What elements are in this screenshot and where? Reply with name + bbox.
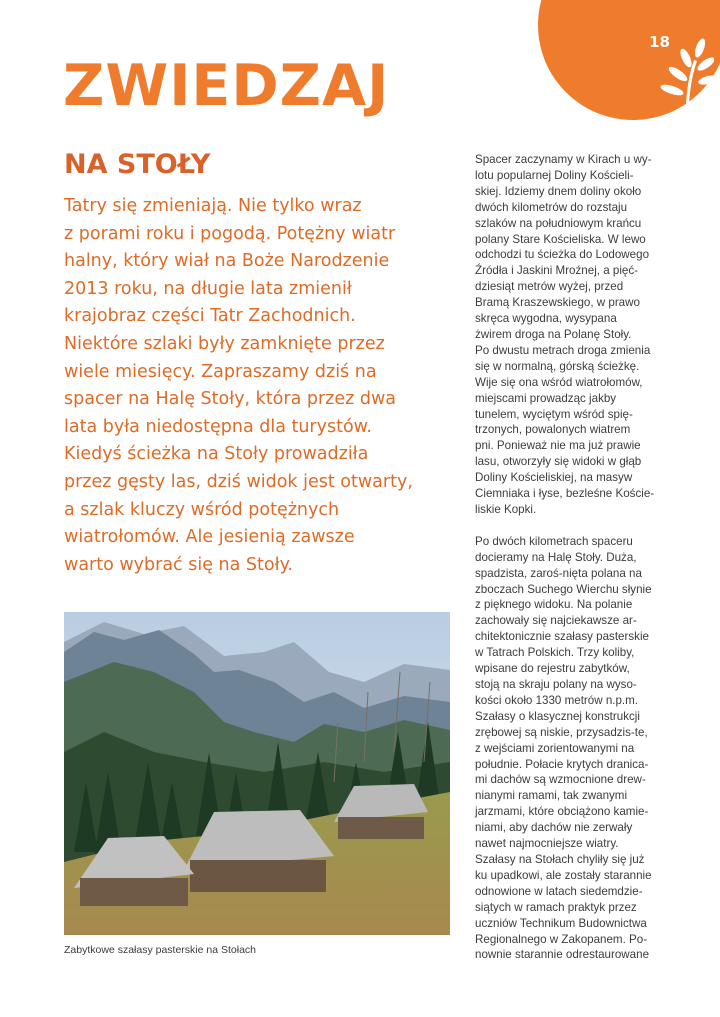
column-line: skręca wygodna, wysypana: [475, 312, 617, 326]
lead-line: a szlak kluczy wśród potężnych: [64, 499, 340, 520]
lead-line: z porami roku i pogodą. Potężny wiatr: [64, 223, 396, 244]
column-line: z wejściami zorientowanymi na: [475, 741, 635, 755]
column-line: zboczach Suchego Wierchu słynie: [475, 582, 652, 596]
column-line: tunelem, wyciętym wśród spię-: [475, 407, 633, 421]
column-line: chitektonicznie szałasy pasterskie: [475, 630, 649, 644]
column-line: odnowione w latach siedemdzie-: [475, 884, 643, 898]
column-line: lasu, otworzyły się widoki w głąb: [475, 455, 642, 469]
column-line: mi dachów są wzmocnione drew-: [475, 773, 646, 787]
mountain-huts-photo: [64, 612, 450, 935]
column-line: południe. Połacie krytych dranica-: [475, 757, 649, 771]
column-line: Wije się ona wśród wiatrołomów,: [475, 375, 643, 389]
column-line: Źródła i Jaskini Mroźnej, a pięć-: [475, 264, 639, 278]
column-line: siątych w ramach praktyk przez: [475, 900, 637, 914]
column-line: Doliny Kościeliskiej, na masyw: [475, 471, 633, 485]
column-line: spadzista, zaroś-nięta polana na: [475, 566, 642, 580]
column-line: żwirem droga na Polanę Stoły.: [475, 327, 632, 341]
lead-line: warto wybrać się na Stoły.: [64, 554, 294, 575]
column-line: pni. Ponieważ nie ma już prawie: [475, 439, 641, 453]
column-line: kości około 1330 metrów n.p.m.: [475, 693, 639, 707]
lead-line: 2013 roku, na długie lata zmienił: [64, 278, 352, 299]
column-line: z pięknego widoku. Na polanie: [475, 598, 633, 612]
side-column: [475, 152, 665, 963]
column-line: Bramą Kraszewskiego, w prawo: [475, 296, 640, 310]
page-title: ZWIEDZAJ: [63, 53, 390, 119]
lead-line: krajobraz części Tatr Zachodnich.: [64, 306, 356, 327]
column-line: zachowały się najciekawsze ar-: [475, 614, 637, 628]
column-line: dwóch kilometrów do rozstaju: [475, 200, 628, 214]
lead-line: lata była niedostępna dla turystów.: [64, 416, 372, 437]
lead-line: wiele miesięcy. Zapraszamy dziś na: [64, 361, 377, 382]
column-line: zrębowej są niskie, przysadzis-te,: [475, 725, 648, 739]
column-line: Spacer zaczynamy w Kirach u wy-: [475, 153, 652, 166]
column-line: trzonych, powalonych wiatrem: [475, 423, 631, 437]
column-line: polany Stare Kościeliska. W lewo: [475, 232, 646, 246]
paragraph-gap: [475, 518, 665, 534]
column-line: ku upadkowi, ale zostały starannie: [475, 868, 652, 882]
column-line: nawet najmocniejsze wiatry.: [475, 837, 619, 851]
lead-line: spacer na Halę Stoły, która przez dwa: [64, 389, 397, 410]
column-line: stoją na skraju polany na wyso-: [475, 678, 637, 691]
column-line: Szałasy o klasycznej konstrukcji: [475, 709, 640, 723]
lead-line: Tatry się zmieniają. Nie tylko wraz: [64, 196, 362, 216]
lead-line: Niektóre szlaki były zamknięte przez: [64, 333, 385, 354]
column-line: skiej. Idziemy dnem doliny około: [475, 184, 642, 198]
column-line: dziesiąt metrów wyżej, przed: [475, 280, 624, 294]
column-line: niami, aby dachów nie zerwały: [475, 821, 633, 835]
column-line: lotu popularnej Doliny Kościeli-: [475, 168, 634, 182]
page-number: 18: [649, 33, 670, 51]
column-line: uczniów Technikum Budownictwa: [475, 916, 647, 930]
column-line: wpisane do rejestru zabytków,: [475, 662, 630, 676]
column-line: Ciemniaka i łyse, bezleśne Koście-: [475, 487, 655, 501]
column-line: nownie starannie odrestaurowane: [475, 948, 650, 962]
column-line: szlaków na południowym krańcu: [475, 216, 642, 230]
lead-paragraph: [64, 193, 454, 579]
column-line: się w normalną, górską ścieżkę.: [475, 359, 640, 373]
column-line: miejscami prowadząc jakby: [475, 391, 617, 405]
column-line: Po dwóch kilometrach spaceru: [475, 534, 633, 548]
photo-caption: Zabytkowe szałasy pasterskie na Stołach: [64, 944, 257, 956]
lead-line: przez gęsty las, dziś widok jest otwarty,: [64, 471, 413, 492]
column-line: jarzmami, które obciążono kamie-: [475, 805, 649, 819]
wheat-logo-icon: [656, 34, 714, 106]
column-line: w Tatrach Polskich. Trzy koliby,: [475, 646, 635, 660]
column-line: liskie Kopki.: [475, 502, 537, 516]
page-subtitle: NA STOŁY: [64, 149, 211, 180]
column-line: Szałasy na Stołach chyliły się już: [475, 852, 645, 866]
column-line: Regionalnego w Zakopanem. Po-: [475, 932, 648, 946]
lead-line: halny, który wiał na Boże Narodzenie: [64, 251, 390, 272]
column-line: nianymi ramami, tak zwanymi: [475, 789, 628, 803]
lead-line: Kiedyś ścieżka na Stoły prowadziła: [64, 444, 369, 465]
column-line: odchodzi tu ścieżka do Lodowego: [475, 248, 650, 262]
column-line: Po dwustu metrach droga zmienia: [475, 343, 651, 357]
column-line: docieramy na Halę Stoły. Duża,: [475, 550, 637, 564]
lead-line: wiatrołomów. Ale jesienią zawsze: [64, 527, 355, 548]
